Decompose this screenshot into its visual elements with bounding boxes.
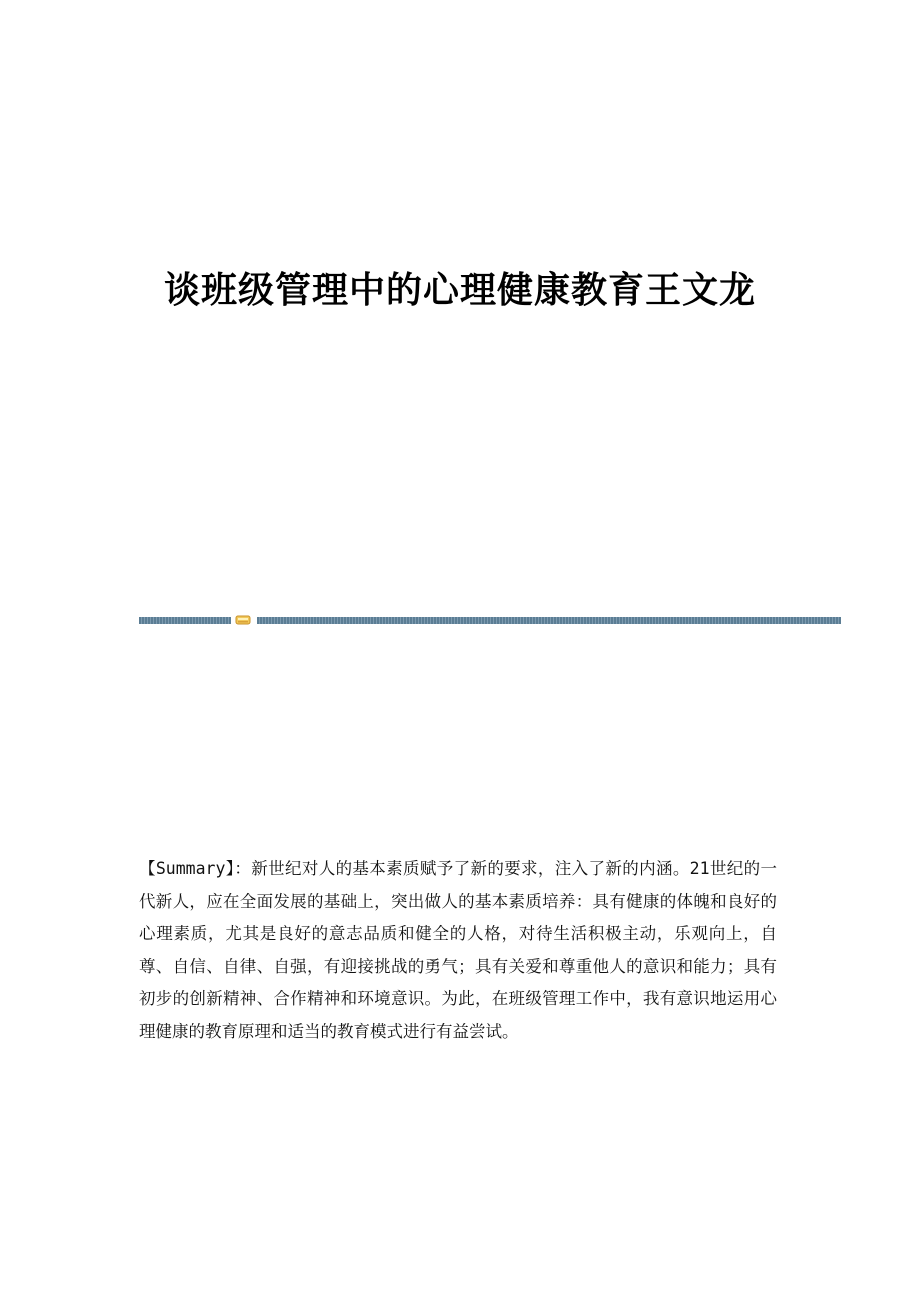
section-divider [139, 614, 841, 626]
summary-label: 【Summary】： [139, 859, 252, 878]
gem-ornament-icon [235, 614, 251, 626]
summary-paragraph [139, 853, 777, 1048]
divider-bar-right [257, 617, 841, 624]
document-title: 谈班级管理中的心理健康教育王文龙 [163, 269, 756, 311]
summary-text: 新世纪对人的基本素质赋予了新的要求，注入了新的内涵。21世纪的一代新人，应在全面发展的基础上，突出做人的基本素质培养：具有健康的体魄和良好的心理素质，尤其是良好的意志品质和健全的人格，对待生活积极主动，乐观向上，自尊、自信、自律、自强，有迎接挑战的勇气；具有关爱和尊重他人的意识和能力；具有初步的创新精神、合作精神和环境意识。为此，在班级管理工作中，我有意识地运用心理健康的教育原理和适当的教育模式进行有益尝试。 [139, 859, 777, 1041]
divider-bar-left [139, 617, 231, 624]
